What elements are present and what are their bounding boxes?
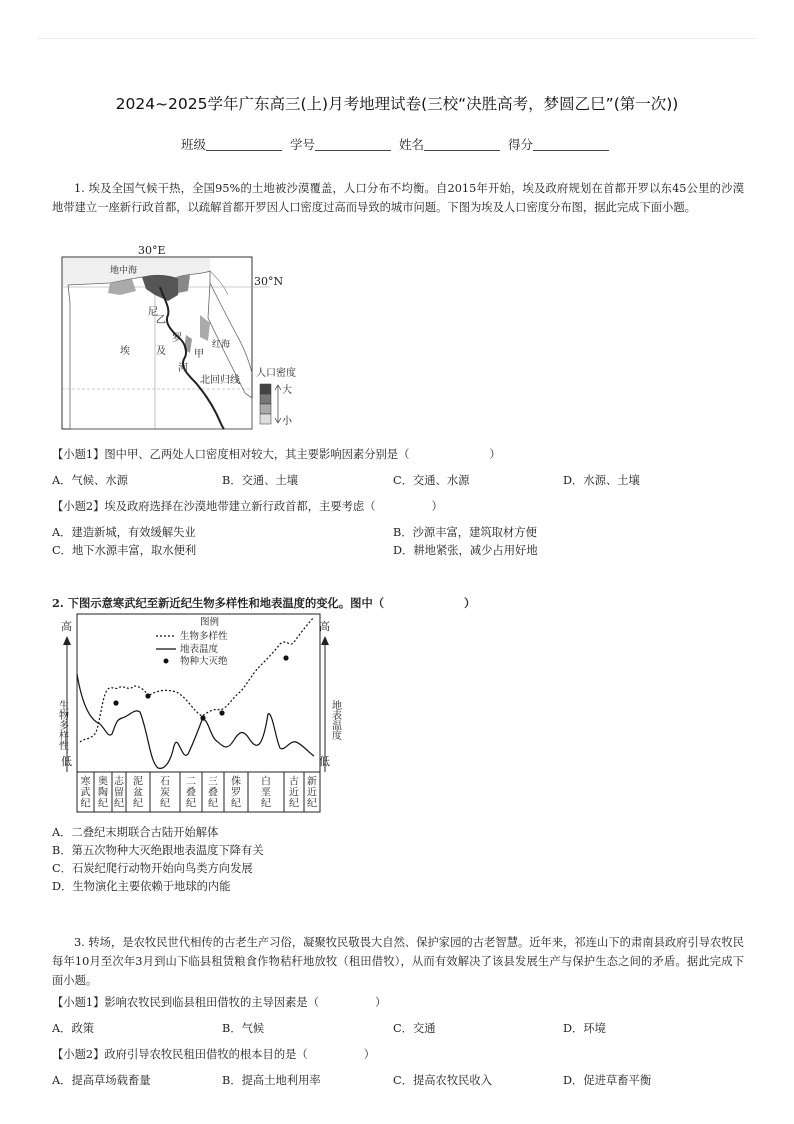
sea-label-mediterranean: 地中海 xyxy=(110,266,138,276)
river-label-3: 河 xyxy=(178,363,188,374)
period-label: 泥盆纪 xyxy=(133,776,143,810)
period-label: 石炭纪 xyxy=(160,776,170,810)
q3-stem: 3. 转场，是农牧民世代相传的古老生产习俗，凝聚牧民敬畏大自然、保护家园的古老智慧。近年来，祁连山下的肃南县政府引导农牧民每年10月至次年3月到山下临县租赁粮食作物秸秆地放牧（租田借牧），从而有效解决了该县发展生产与保护生态之间的矛盾。据此完成下面小题。 xyxy=(52,936,744,987)
q1-sub1-option-a[interactable]: A．气候、水源 xyxy=(52,474,128,487)
q1-stem: 1. 埃及全国气候干热，全国95%的土地被沙漠覆盖，人口分布不均衡。自2015年开始，埃及政府规划在首都开罗以东45公里的沙漠地带建立一座新行政首都，以疏解首都开罗因人口密度过高而导致的城市问题。下图为埃及人口密度分布图，据此完成下面小题。 xyxy=(52,182,744,214)
class-blank[interactable] xyxy=(206,138,282,151)
q2-option-d[interactable]: D．生物演化主要依赖于地球的内能 xyxy=(52,880,231,893)
extinction-point-4 xyxy=(219,710,224,715)
legend-biodiversity: 生物多样性 xyxy=(180,631,228,642)
left-low: 低 xyxy=(61,755,72,768)
right-axis-label: 地表温度 xyxy=(329,700,341,740)
q1-sub1-option-c[interactable]: C．交通、水源 xyxy=(393,474,470,487)
q1-sub2-stem: 【小题2】埃及政府选择在沙漠地带建立新行政首都，主要考虑（ ） xyxy=(52,500,443,513)
page-title: 2024~2025学年广东高三(上)月考地理试卷(三校“决胜高考，梦圆乙巳”(第一次)) xyxy=(115,95,679,113)
extinction-point-5 xyxy=(283,655,288,660)
legend-swatch-3 xyxy=(260,404,271,414)
q1-sub2-option-b[interactable]: B．沙源丰富，建筑取材方便 xyxy=(393,526,537,539)
score-blank[interactable] xyxy=(533,138,609,151)
extinction-point-3 xyxy=(200,715,205,720)
q3-sub1-option-a[interactable]: A．政策 xyxy=(52,1022,95,1035)
q3-sub2-option-c[interactable]: C．提高农牧民收入 xyxy=(393,1074,493,1087)
name-blank[interactable] xyxy=(424,138,500,151)
q1-sub1-option-d[interactable]: D．水源、土壤 xyxy=(563,474,640,487)
period-label: 三叠纪 xyxy=(208,776,218,810)
name-label: 姓名 xyxy=(398,137,424,152)
right-high: 高 xyxy=(319,620,330,633)
period-dividers xyxy=(94,772,304,812)
legend-title: 人口密度 xyxy=(256,368,296,379)
period-label: 寒武纪 xyxy=(80,776,91,810)
legend-dot xyxy=(164,659,169,664)
legend-low: 小 xyxy=(282,416,292,427)
q1-sub2-option-c[interactable]: C．地下水源丰富，取水便利 xyxy=(52,544,197,557)
q3-sub1-option-d[interactable]: D．环境 xyxy=(563,1022,606,1035)
q1-sub1-option-b[interactable]: B．交通、土壤 xyxy=(222,474,299,487)
period-label: 白垩纪 xyxy=(261,776,271,810)
chart-legend-title: 图例 xyxy=(200,617,220,628)
header-rule xyxy=(38,38,756,39)
period-label: 二叠纪 xyxy=(186,776,196,810)
q1-sub2-option-d[interactable]: D．耕地紧张，减少占用好地 xyxy=(393,544,538,557)
period-label: 志留纪 xyxy=(114,776,124,810)
legend-swatch-4 xyxy=(260,414,271,424)
extinction-point-2 xyxy=(145,693,150,698)
egypt-population-map xyxy=(60,243,310,433)
period-label: 奥陶纪 xyxy=(98,776,108,810)
q1-sub1-stem: 【小题1】图中甲、乙两处人口密度相对较大，其主要影响因素分别是（ ） xyxy=(52,448,501,461)
period-label: 新近纪 xyxy=(307,776,317,810)
jia-label: 甲 xyxy=(194,349,204,360)
q3-sub2-option-d[interactable]: D．促进草畜平衡 xyxy=(563,1074,652,1087)
q3-sub2-stem: 【小题2】政府引导农牧民租田借牧的根本目的是（ ） xyxy=(52,1048,376,1061)
left-high: 高 xyxy=(61,620,72,633)
country-label-1: 埃 xyxy=(120,346,130,357)
extinction-point-1 xyxy=(113,700,118,705)
period-label: 侏罗纪 xyxy=(231,776,241,810)
sea-label-red-sea: 红海 xyxy=(212,340,231,350)
legend-high: 大 xyxy=(282,385,292,396)
lon-label: 30°E xyxy=(138,244,166,257)
q3-sub2-option-a[interactable]: A．提高草场载畜量 xyxy=(52,1074,151,1087)
tropic-label: 北回归线 xyxy=(200,375,240,386)
class-label: 班级 xyxy=(180,137,206,152)
period-label: 古近纪 xyxy=(289,776,299,810)
q3-sub1-option-c[interactable]: C．交通 xyxy=(393,1022,436,1035)
country-label-2: 及 xyxy=(156,346,166,357)
score-label: 得分 xyxy=(507,137,533,152)
river-label-1: 尼 xyxy=(148,307,158,318)
number-blank[interactable] xyxy=(315,138,391,151)
student-info-line xyxy=(0,135,794,153)
legend-swatch-2 xyxy=(260,394,271,404)
q3-sub2-option-b[interactable]: B．提高土地利用率 xyxy=(222,1074,321,1087)
q2-option-a[interactable]: A．二叠纪末期联合古陆开始解体 xyxy=(52,826,219,839)
q2-option-b[interactable]: B．第五次物种大灭绝跟地表温度下降有关 xyxy=(52,844,264,857)
legend-swatch-1 xyxy=(260,384,271,394)
legend-extinction: 物种大灭绝 xyxy=(180,656,228,667)
q3-sub1-stem: 【小题1】影响农牧民到临县租田借牧的主导因素是（ ） xyxy=(52,996,387,1009)
right-low: 低 xyxy=(319,755,330,768)
biodiversity-temperature-chart xyxy=(52,612,342,816)
river-label-2: 罗 xyxy=(172,333,182,344)
yi-label: 乙 xyxy=(156,315,166,326)
period-labels xyxy=(81,775,318,810)
number-label: 学号 xyxy=(289,137,315,152)
q2-option-c[interactable]: C．石炭纪爬行动物开始向鸟类方向发展 xyxy=(52,862,253,875)
q1-sub2-option-a[interactable]: A．建造新城，有效缓解失业 xyxy=(52,526,196,539)
q3-sub1-option-b[interactable]: B．气候 xyxy=(222,1022,265,1035)
lat-label: 30°N xyxy=(254,275,284,288)
left-axis-label: 生物多样性 xyxy=(56,700,68,750)
q2-stem: 2. 下图示意寒武纪至新近纪生物多样性和地表温度的变化。图中（ ） xyxy=(52,596,476,610)
legend-temperature: 地表温度 xyxy=(180,644,219,655)
